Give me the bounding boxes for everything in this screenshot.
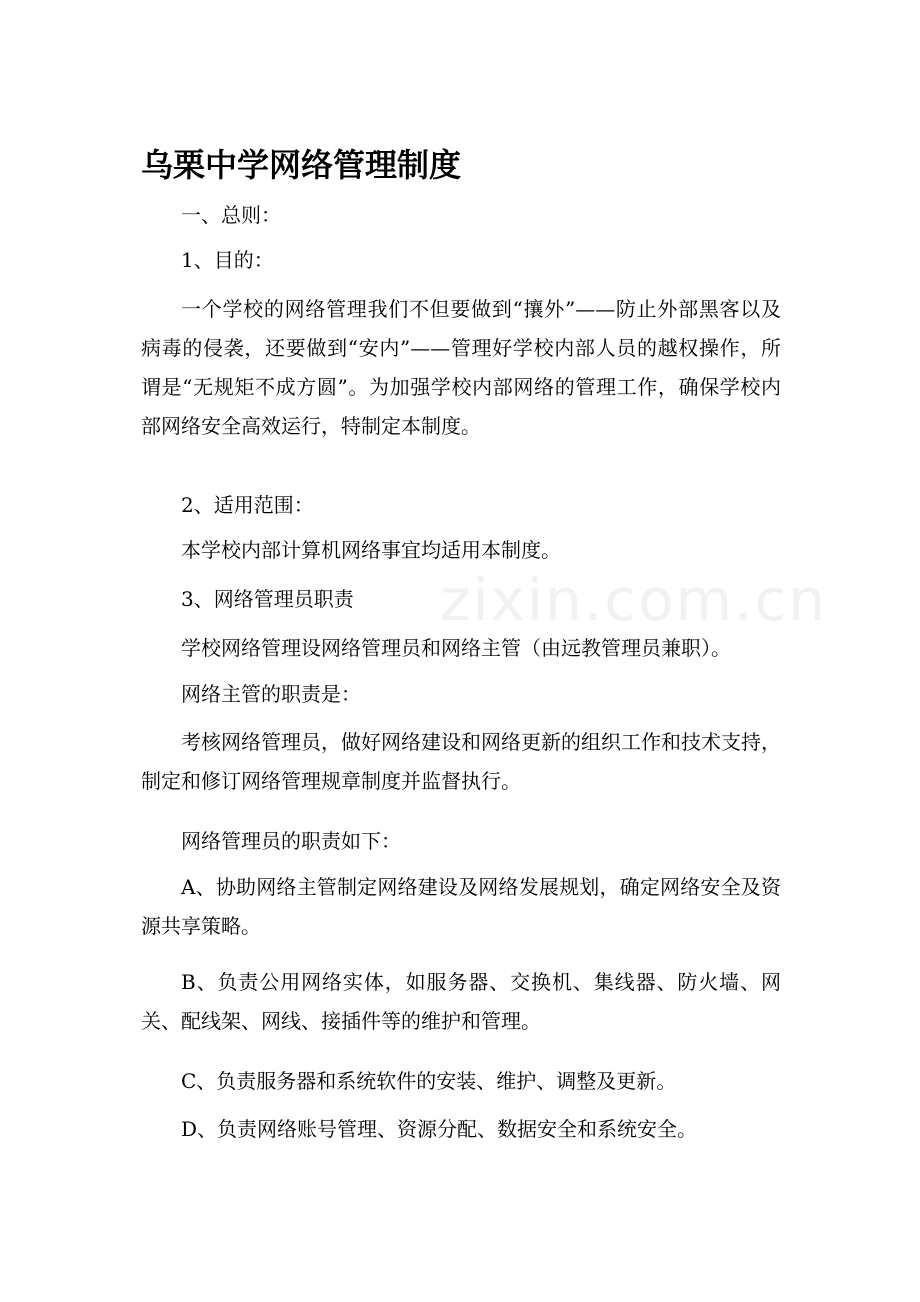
list-item-d: D、负责网络账号管理、资源分配、数据安全和系统安全。 — [181, 1117, 698, 1141]
document-title: 乌栗中学网络管理制度 — [141, 146, 462, 184]
paragraph-admin-duties-heading: 网络管理员的职责如下： — [181, 829, 401, 853]
list-item-c: C、负责服务器和系统软件的安装、维护、调整及更新。 — [181, 1069, 677, 1093]
subheading-admin-duties: 3、网络管理员职责 — [181, 587, 354, 611]
subheading-purpose: 1、目的： — [181, 248, 274, 272]
subheading-scope: 2、适用范围： — [181, 493, 314, 517]
watermark: zixin.com.cn — [440, 566, 828, 634]
section-heading-general: 一、总则： — [181, 203, 281, 227]
paragraph-scope: 本学校内部计算机网络事宜均适用本制度。 — [181, 538, 561, 562]
list-item-a: A、协助网络主管制定网络建设及网络发展规划，确定网络安全及资源共享策略。 — [141, 875, 781, 938]
paragraph-supervisor-duties-heading: 网络主管的职责是： — [181, 682, 361, 706]
paragraph-purpose: 一个学校的网络管理我们不但要做到“攘外”——防止外部黑客以及病毒的侵袭，还要做到“安内”——管理好学校内部人员的越权操作，所谓是“无规矩不成方圆”。为加强学校内部网络的管理工作，确保学校内部网络安全高效运行，特制定本制度。 — [141, 297, 781, 438]
paragraph-supervisor-duties: 考核网络管理员，做好网络建设和网络更新的组织工作和技术支持，制定和修订网络管理规章制度并监督执行。 — [141, 730, 781, 793]
list-item-b: B、负责公用网络实体，如服务器、交换机、集线器、防火墙、网关、配线架、网线、接插件等的维护和管理。 — [141, 970, 781, 1033]
paragraph-admin-setup: 学校网络管理设网络管理员和网络主管（由远教管理员兼职）。 — [181, 636, 731, 660]
